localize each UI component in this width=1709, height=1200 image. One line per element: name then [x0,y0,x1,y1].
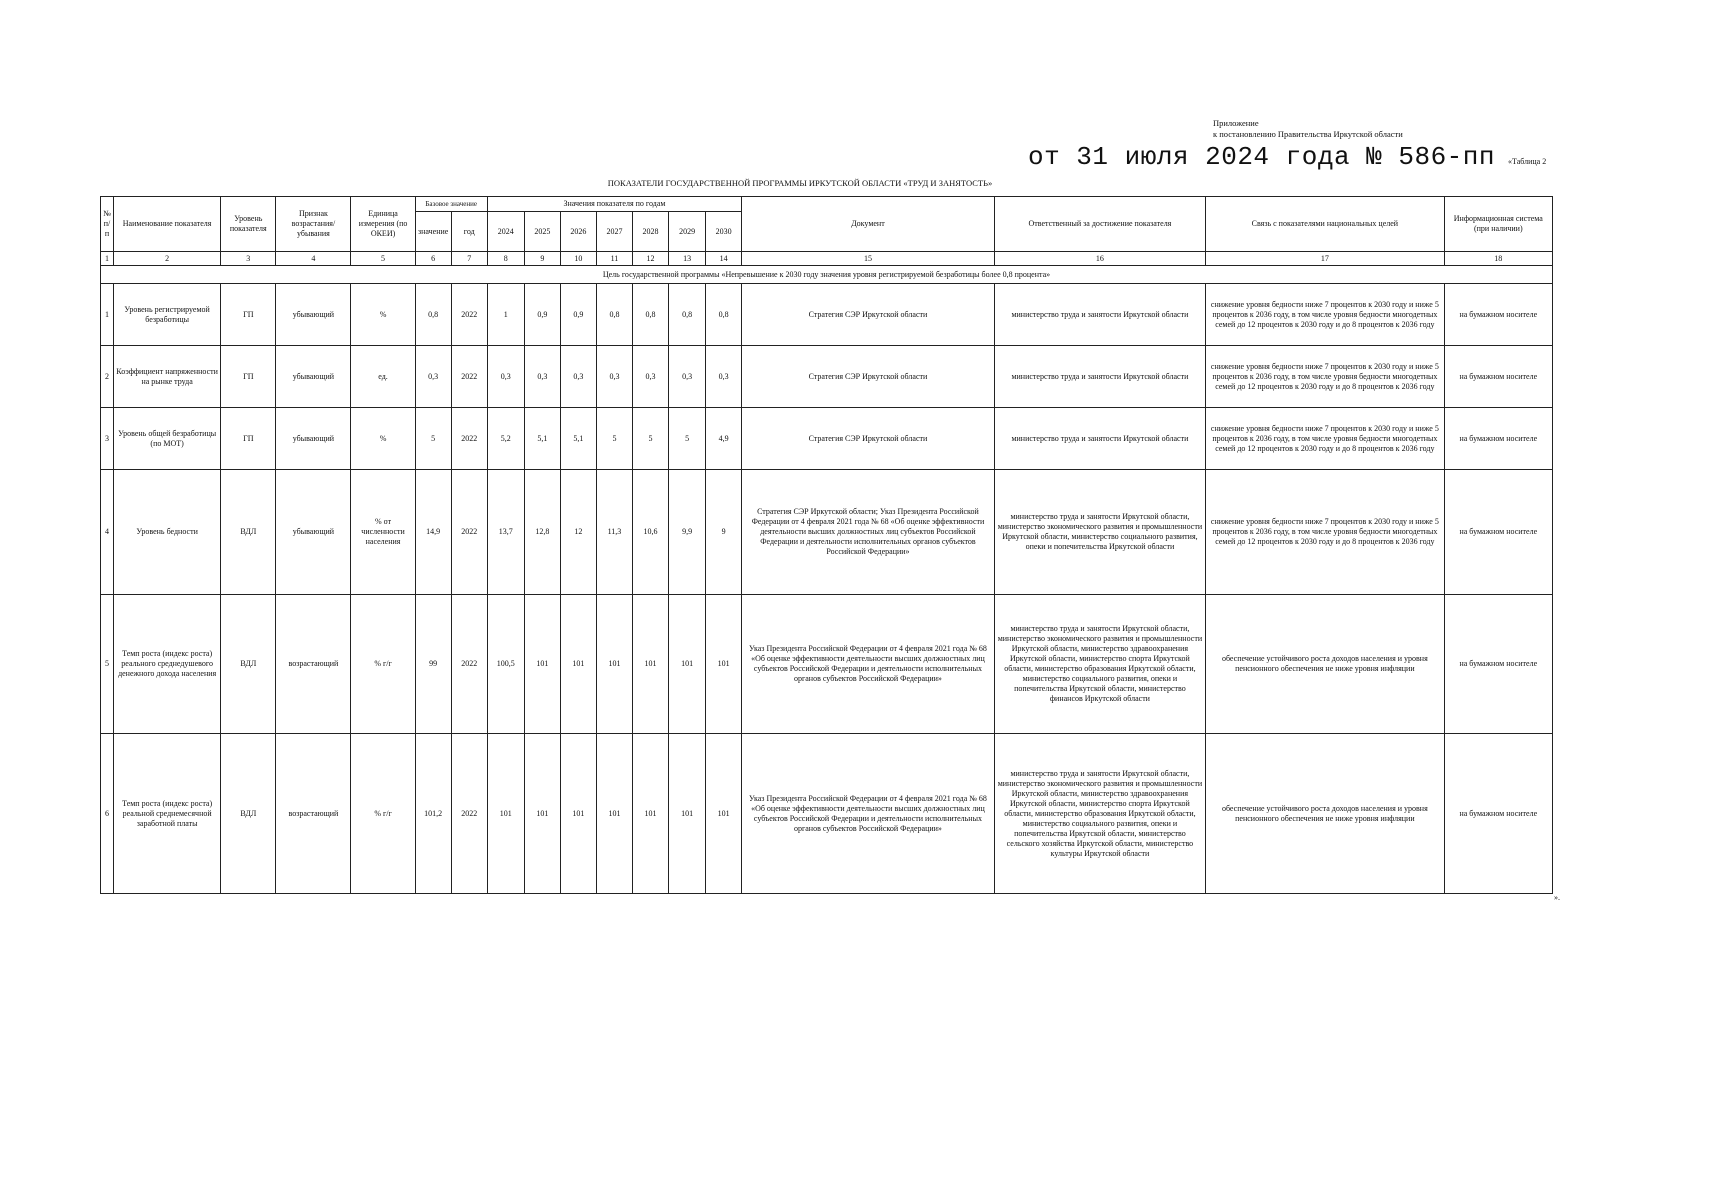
year-value: 9 [706,470,742,595]
column-number: 18 [1444,252,1552,266]
indicator-level: ВДЛ [221,470,276,595]
year-value: 0,9 [524,284,560,346]
national-link: обеспечение устойчивого роста доходов населения и уровня пенсионного обеспечения не ниже уровня инфляции [1206,595,1444,734]
row-number: 3 [101,408,114,470]
page-title: ПОКАЗАТЕЛИ ГОСУДАРСТВЕННОЙ ПРОГРАММЫ ИРКУТСКОЙ ОБЛАСТИ «ТРУД И ЗАНЯТОСТЬ» [607,178,993,188]
year-value: 0,3 [487,346,524,408]
year-value: 101 [487,734,524,894]
col-base-header: Базовое значение [415,197,487,212]
year-value: 0,3 [596,346,632,408]
base-value: 0,3 [415,346,451,408]
year-value: 101 [706,734,742,894]
col-year-header: 2028 [632,212,668,252]
responsible: министерство труда и занятости Иркутской области [994,408,1205,470]
responsible: министерство труда и занятости Иркутской области [994,284,1205,346]
col-base-year-header: год [451,212,487,252]
year-value: 10,6 [632,470,668,595]
row-number: 4 [101,470,114,595]
column-number: 4 [276,252,351,266]
table-row [101,346,1553,408]
info-system: на бумажном носителе [1444,408,1552,470]
column-number: 10 [560,252,596,266]
year-value: 101 [706,595,742,734]
indicator-name: Коэффициент напряженности на рынке труда [114,346,221,408]
indicator-name: Темп роста (индекс роста) реальной среднемесячной заработной платы [114,734,221,894]
year-value: 5 [669,408,706,470]
year-value: 101 [524,595,560,734]
indicator-name: Уровень бедности [114,470,221,595]
base-value: 14,9 [415,470,451,595]
col-year-header: 2026 [560,212,596,252]
year-value: 101 [632,734,668,894]
column-numbers-row [101,252,1553,266]
column-number: 5 [351,252,415,266]
indicators-table [100,196,1553,894]
national-link: снижение уровня бедности ниже 7 процентов к 2030 году и ниже 5 процентов к 2036 году, в том числе уровня бедности многодетных семей до 12 процентов к 2030 году и до 8 процентов к 2036 году [1206,470,1444,595]
year-value: 5,1 [524,408,560,470]
appendix-line-1: Приложение [1213,118,1259,128]
year-value: 5 [596,408,632,470]
base-value: 99 [415,595,451,734]
base-year: 2022 [451,284,487,346]
year-value: 101 [632,595,668,734]
indicator-trend: возрастающий [276,734,351,894]
col-trend-header: Признак возрастания/ убывания [276,197,351,252]
base-value: 101,2 [415,734,451,894]
responsible: министерство труда и занятости Иркутской области, министерство экономического развития и промышленности Иркутской области, министерство социального развития, опеки и попечительства Иркутской области [994,470,1205,595]
indicator-level: ГП [221,346,276,408]
year-value: 0,3 [706,346,742,408]
document: Стратегия СЭР Иркутской области [742,284,995,346]
year-value: 0,3 [524,346,560,408]
info-system: на бумажном носителе [1444,346,1552,408]
indicator-trend: убывающий [276,470,351,595]
table-label: «Таблица 2 [1508,157,1547,166]
year-value: 11,3 [596,470,632,595]
table-row [101,734,1553,894]
appendix-note [1213,118,1403,140]
appendix-line-2: к постановлению Правительства Иркутской области [1213,129,1403,139]
document: Указ Президента Российской Федерации от 4 февраля 2021 года № 68 «Об оценке эффективности деятельности высших должностных лиц субъектов Российской Федерации и деятельности исполнительных органов субъектов Российской Федерации» [742,595,995,734]
column-number: 16 [994,252,1205,266]
table-row [101,284,1553,346]
column-number: 13 [669,252,706,266]
national-link: снижение уровня бедности ниже 7 процентов к 2030 году и ниже 5 процентов к 2036 году, в том числе уровня бедности многодетных семей до 12 процентов к 2030 году и до 8 процентов к 2036 году [1206,346,1444,408]
col-info-system-header: Информационная система (при наличии) [1444,197,1552,252]
col-responsible-header: Ответственный за достижение показателя [994,197,1205,252]
national-link: снижение уровня бедности ниже 7 процентов к 2030 году и ниже 5 процентов к 2036 году, в том числе уровня бедности многодетных семей до 12 процентов к 2030 году и до 8 процентов к 2036 году [1206,284,1444,346]
year-value: 5,1 [560,408,596,470]
column-number: 11 [596,252,632,266]
year-value: 1 [487,284,524,346]
indicator-level: ВДЛ [221,734,276,894]
year-value: 101 [560,595,596,734]
column-number: 8 [487,252,524,266]
column-number: 15 [742,252,995,266]
year-value: 0,8 [632,284,668,346]
document: Стратегия СЭР Иркутской области [742,408,995,470]
column-number: 6 [415,252,451,266]
table-row [101,470,1553,595]
year-value: 0,3 [669,346,706,408]
year-value: 0,3 [632,346,668,408]
indicator-unit: % [351,284,415,346]
responsible: министерство труда и занятости Иркутской области, министерство экономического развития и промышленности Иркутской области, министерство здравоохранения Иркутской области, министерство спорта Иркутской области, министерство образования Иркутской области, министерство социального развития, опеки и попечительства Иркутской области, министерство финансов Иркутской области [994,595,1205,734]
col-year-header: 2025 [524,212,560,252]
indicator-unit: % [351,408,415,470]
year-value: 13,7 [487,470,524,595]
row-number: 6 [101,734,114,894]
goal-row [101,266,1553,284]
indicator-level: ГП [221,408,276,470]
indicator-trend: убывающий [276,408,351,470]
indicator-name: Уровень общей безработицы (по МОТ) [114,408,221,470]
base-year: 2022 [451,408,487,470]
indicator-name: Темп роста (индекс роста) реального среднедушевого денежного дохода населения [114,595,221,734]
indicator-unit: % от численности населения [351,470,415,595]
col-year-header: 2030 [706,212,742,252]
indicator-unit: ед. [351,346,415,408]
col-document-header: Документ [742,197,995,252]
indicator-unit: % г/г [351,595,415,734]
year-value: 4,9 [706,408,742,470]
indicator-level: ВДЛ [221,595,276,734]
col-unit-header: Единица измерения (по ОКЕИ) [351,197,415,252]
decree-stamp: от 31 июля 2024 года № 586-пп [1028,142,1495,172]
base-value: 0,8 [415,284,451,346]
year-value: 0,8 [669,284,706,346]
indicator-unit: % г/г [351,734,415,894]
document: Указ Президента Российской Федерации от 4 февраля 2021 года № 68 «Об оценке эффективности деятельности высших должностных лиц субъектов Российской Федерации и деятельности исполнительных органов субъектов Российской Федерации» [742,734,995,894]
column-number: 3 [221,252,276,266]
info-system: на бумажном носителе [1444,470,1552,595]
responsible: министерство труда и занятости Иркутской области, министерство экономического развития и промышленности Иркутской области, министерство здравоохранения Иркутской области, министерство спорта Иркутской области, министерство образования Иркутской области, министерство социального развития, опеки и попечительства Иркутской области, министерство сельского хозяйства Иркутской области, министерство культуры Иркутской области [994,734,1205,894]
year-value: 0,8 [706,284,742,346]
column-number: 1 [101,252,114,266]
year-value: 101 [524,734,560,894]
indicator-trend: убывающий [276,284,351,346]
col-year-header: 2029 [669,212,706,252]
row-number: 1 [101,284,114,346]
column-number: 12 [632,252,668,266]
col-name-header: Наименование показателя [114,197,221,252]
year-value: 0,8 [596,284,632,346]
table-row [101,595,1553,734]
year-value: 5 [632,408,668,470]
closing-mark: ». [1554,893,1560,902]
header-row-top [101,197,1553,212]
column-number: 2 [114,252,221,266]
col-base-value-header: значение [415,212,451,252]
responsible: министерство труда и занятости Иркутской области [994,346,1205,408]
base-year: 2022 [451,595,487,734]
year-value: 100,5 [487,595,524,734]
year-value: 101 [669,595,706,734]
year-value: 0,9 [560,284,596,346]
column-number: 17 [1206,252,1444,266]
year-value: 12 [560,470,596,595]
indicator-trend: убывающий [276,346,351,408]
col-year-header: 2024 [487,212,524,252]
col-num-header: № п/п [101,197,114,252]
col-national-link-header: Связь с показателями национальных целей [1206,197,1444,252]
col-values-header: Значения показателя по годам [487,197,741,212]
year-value: 101 [669,734,706,894]
info-system: на бумажном носителе [1444,284,1552,346]
table-row [101,408,1553,470]
base-value: 5 [415,408,451,470]
base-year: 2022 [451,346,487,408]
national-link: обеспечение устойчивого роста доходов населения и уровня пенсионного обеспечения не ниже уровня инфляции [1206,734,1444,894]
year-value: 101 [596,595,632,734]
national-link: снижение уровня бедности ниже 7 процентов к 2030 году и ниже 5 процентов к 2036 году, в том числе уровня бедности многодетных семей до 12 процентов к 2030 году и до 8 процентов к 2036 году [1206,408,1444,470]
row-number: 5 [101,595,114,734]
column-number: 7 [451,252,487,266]
year-value: 101 [560,734,596,894]
indicator-level: ГП [221,284,276,346]
col-level-header: Уровень показателя [221,197,276,252]
indicator-trend: возрастающий [276,595,351,734]
year-value: 9,9 [669,470,706,595]
year-value: 101 [596,734,632,894]
column-number: 9 [524,252,560,266]
indicator-name: Уровень регистрируемой безработицы [114,284,221,346]
column-number: 14 [706,252,742,266]
year-value: 0,3 [560,346,596,408]
col-year-header: 2027 [596,212,632,252]
info-system: на бумажном носителе [1444,595,1552,734]
info-system: на бумажном носителе [1444,734,1552,894]
base-year: 2022 [451,734,487,894]
base-year: 2022 [451,470,487,595]
document: Стратегия СЭР Иркутской области; Указ Президента Российской Федерации от 4 февраля 2021 года № 68 «Об оценке эффективности деятельности высших должностных лиц субъектов Российской Федерации и деятельности исполнительных органов субъектов Российской Федерации» [742,470,995,595]
year-value: 12,8 [524,470,560,595]
document: Стратегия СЭР Иркутской области [742,346,995,408]
year-value: 5,2 [487,408,524,470]
program-goal: Цель государственной программы «Непревышение к 2030 году значения уровня регистрируемой безработицы более 0,8 процента» [101,266,1553,284]
row-number: 2 [101,346,114,408]
